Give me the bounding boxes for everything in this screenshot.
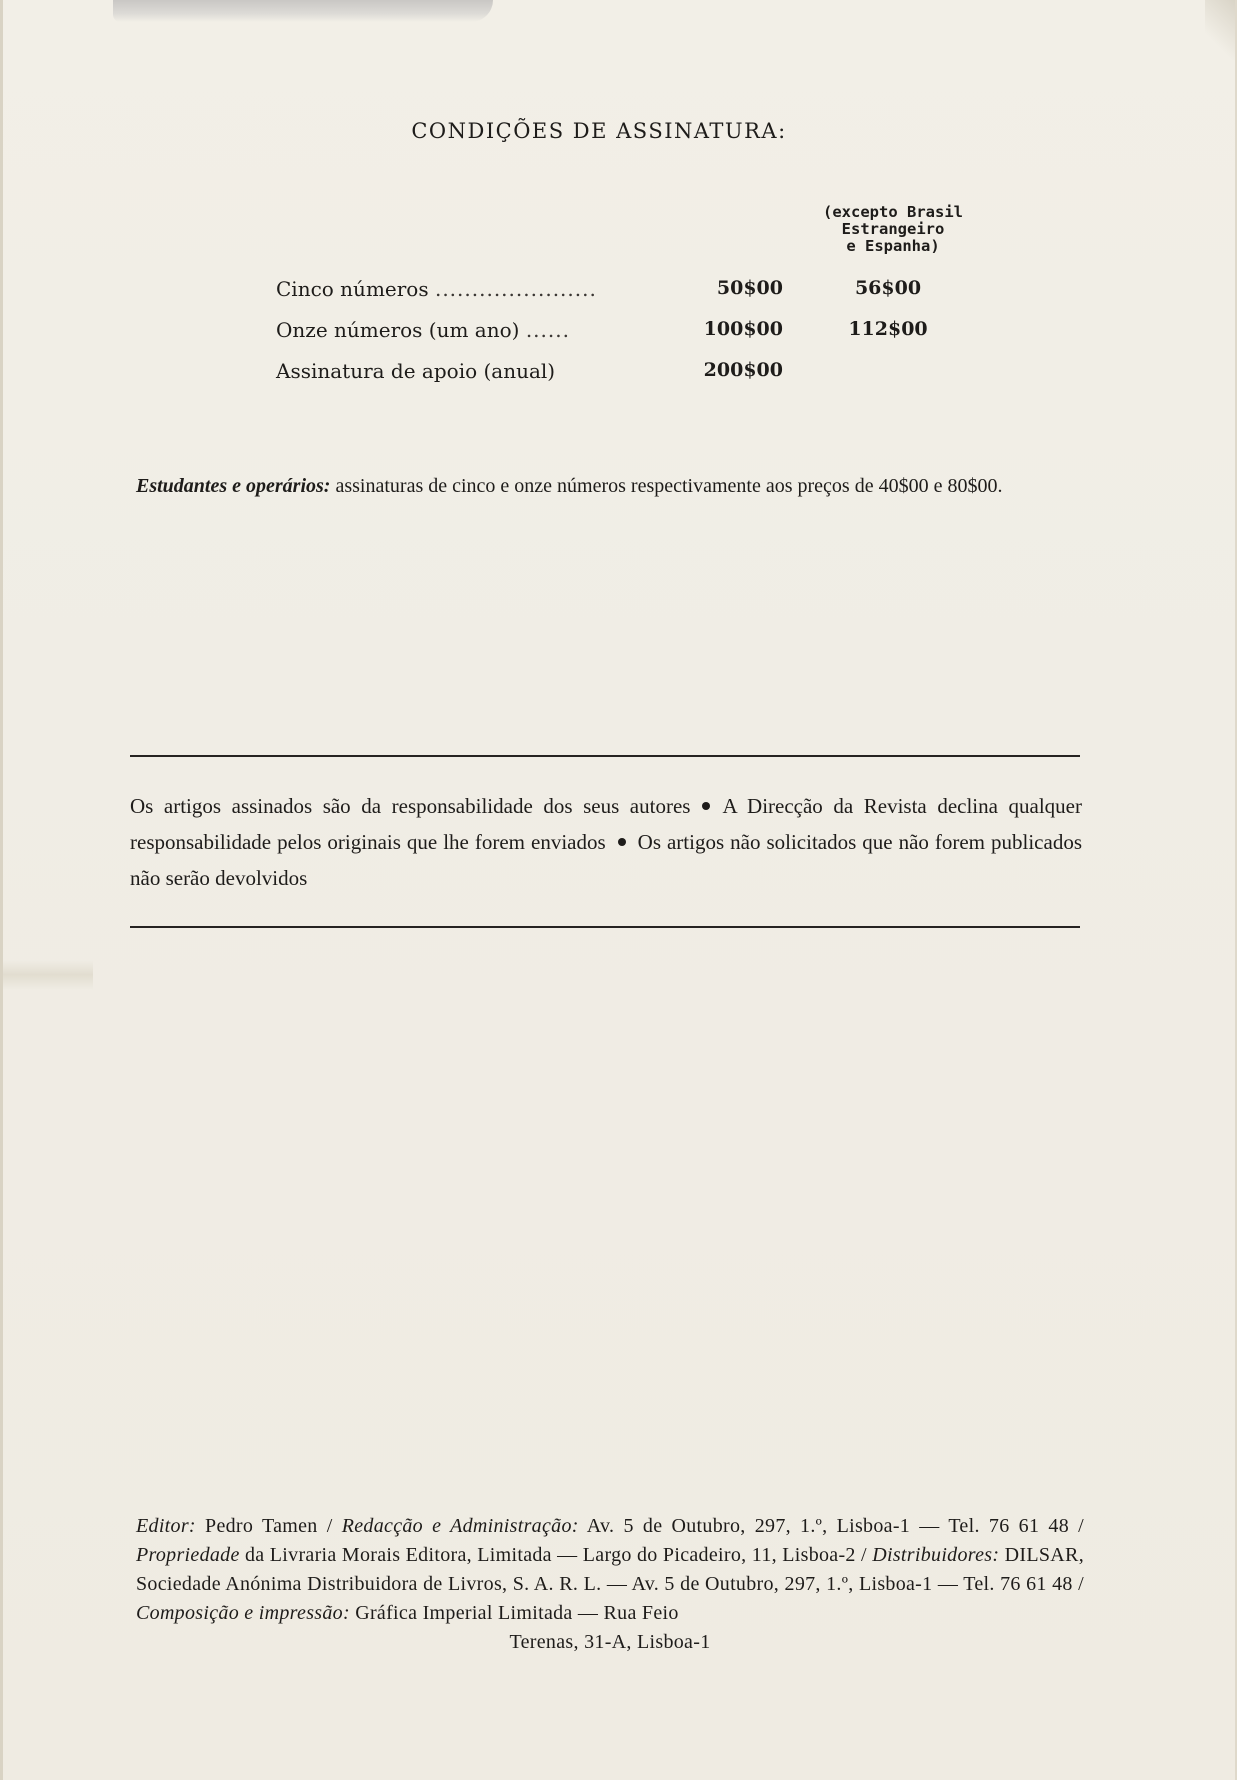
leader-dots: ......: [525, 318, 570, 342]
price-portugal: 200$00: [703, 359, 783, 381]
bullet-icon: [702, 802, 710, 810]
foreign-heading-line: e Espanha): [846, 237, 940, 255]
price-portugal: 100$00: [703, 318, 783, 340]
price-row-label: Assinatura de apoio (anual): [276, 359, 556, 383]
divider-top: [130, 755, 1080, 757]
propriedade-label: Propriedade: [136, 1544, 240, 1566]
distribuidores-value: DILSAR, Sociedade Anónima Distribuidora de Livros, S. A. R. L. — Av. 5 de Outubro, 297, 1.º, Lisboa-1 — Tel. 76 61 48 /: [136, 1544, 1084, 1595]
propriedade-value: da Livraria Morais Editora, Limitada — Largo do Picadeiro, 11, Lisboa-2 /: [239, 1544, 873, 1566]
leader-dots: ......................: [434, 277, 597, 301]
redaccao-value: Av. 5 de Outubro, 297, 1.º, Lisboa-1 — Tel. 76 61 48 /: [578, 1515, 1084, 1537]
imprint-block: [136, 1512, 1084, 1657]
price-row: [3, 277, 1237, 307]
price-row-label: Cinco números: [276, 277, 429, 301]
discount-paragraph: [136, 470, 1082, 503]
imprint-last-line: Terenas, 31-A, Lisboa-1: [509, 1631, 711, 1653]
composicao-value: Gráfica Imperial Limitada — Rua Feio: [349, 1602, 679, 1624]
foreign-heading-line: Estrangeiro: [841, 220, 945, 238]
redaccao-label: Redacção e Administração:: [341, 1515, 579, 1537]
bullet-icon: [618, 838, 626, 846]
price-row: [3, 318, 1237, 348]
paper-crease-left: [3, 960, 93, 990]
foreign-price-heading: [803, 204, 983, 255]
notice-sentence: A Direcção da Revista declina qualquer responsabilidade pelos originais que lhe forem enviados: [130, 794, 1082, 854]
notice-sentence: Os artigos não solicitados que não forem publicados não serão devolvidos: [130, 830, 1082, 890]
price-row: [3, 359, 1237, 389]
editorial-notice: [130, 788, 1082, 896]
price-foreign: 112$00: [848, 318, 928, 340]
price-row-label: Onze números (um ano): [276, 318, 520, 342]
composicao-label: Composição e impressão:: [136, 1602, 350, 1624]
discount-text: assinaturas de cinco e onze números respectivamente aos preços de 40$00 e 80$00.: [330, 475, 1003, 497]
editor-value: Pedro Tamen /: [195, 1515, 342, 1537]
price-portugal: 50$00: [716, 277, 783, 299]
distribuidores-label: Distribuidores:: [872, 1544, 1000, 1566]
paper-fold-top: [113, 0, 493, 22]
foreign-heading-line: (excepto Brasil: [823, 203, 963, 221]
discount-lead: Estudantes e operários:: [136, 475, 331, 497]
editor-label: Editor:: [136, 1515, 196, 1537]
price-foreign: 56$00: [854, 277, 922, 299]
notice-sentence: Os artigos assinados são da responsabilidade dos seus autores: [130, 794, 691, 818]
subscription-title: CONDIÇÕES DE ASSINATURA:: [411, 119, 787, 143]
paper-corner-shadow: [1205, 0, 1235, 60]
divider-bottom: [130, 926, 1080, 928]
